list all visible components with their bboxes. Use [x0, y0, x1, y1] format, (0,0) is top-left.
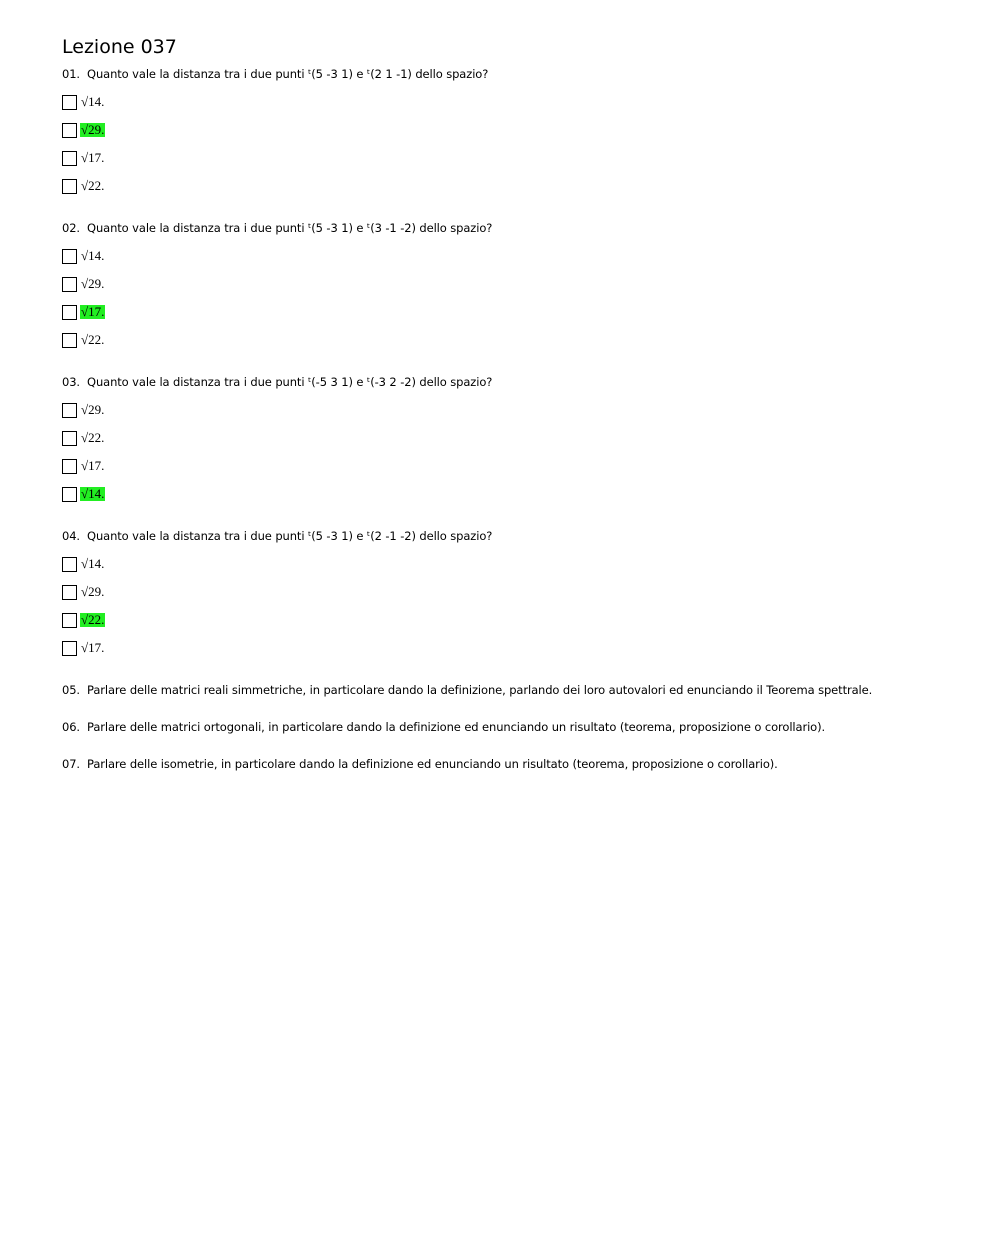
answer-text-correct: √22.: [81, 612, 105, 627]
answer-checkbox[interactable]: [62, 123, 77, 138]
question-number: 06.: [62, 720, 80, 734]
answer-option[interactable]: [62, 606, 962, 634]
answer-options: [62, 396, 962, 508]
question-number: 01.: [62, 67, 80, 81]
answer-option[interactable]: [62, 396, 962, 424]
answer-checkbox[interactable]: [62, 305, 77, 320]
question-4: [62, 528, 962, 662]
answer-text: √17.: [81, 458, 105, 473]
answer-checkbox[interactable]: [62, 151, 77, 166]
answer-checkbox[interactable]: [62, 613, 77, 628]
answer-text-correct: √29.: [81, 122, 105, 137]
answer-checkbox[interactable]: [62, 403, 77, 418]
question-text: [62, 374, 962, 390]
answer-option[interactable]: [62, 578, 962, 606]
answer-text-correct: √14.: [81, 486, 105, 501]
answer-checkbox[interactable]: [62, 179, 77, 194]
question-label: Parlare delle matrici reali simmetriche, in particolare dando la definizione, parlando dei loro autovalori ed enunciando il Teorema spettrale.: [87, 683, 873, 697]
question-number: 05.: [62, 683, 80, 697]
answer-text: √29.: [81, 276, 105, 291]
lesson-page: [62, 34, 962, 793]
answer-options: [62, 242, 962, 354]
question-text: [62, 220, 962, 236]
open-question-7: [62, 756, 962, 772]
answer-option[interactable]: [62, 326, 962, 354]
answer-text: √22.: [81, 332, 105, 347]
answer-option[interactable]: [62, 480, 962, 508]
answer-text: √14.: [81, 94, 105, 109]
answer-options: [62, 88, 962, 200]
question-number: 04.: [62, 529, 80, 543]
answer-option[interactable]: [62, 550, 962, 578]
answer-option[interactable]: [62, 270, 962, 298]
answer-text: √29.: [81, 402, 105, 417]
question-text: [62, 66, 962, 82]
answer-option[interactable]: [62, 116, 962, 144]
question-label: Quanto vale la distanza tra i due punti ᵗ(-5 3 1) e ᵗ(-3 2 -2) dello spazio?: [87, 375, 493, 389]
answer-text: √22.: [81, 178, 105, 193]
answer-text: √17.: [81, 640, 105, 655]
answer-checkbox[interactable]: [62, 557, 77, 572]
question-1: [62, 66, 962, 200]
answer-option[interactable]: [62, 144, 962, 172]
answer-checkbox[interactable]: [62, 431, 77, 446]
answer-option[interactable]: [62, 298, 962, 326]
answer-checkbox[interactable]: [62, 459, 77, 474]
open-question-5: [62, 682, 962, 698]
question-label: Quanto vale la distanza tra i due punti ᵗ(5 -3 1) e ᵗ(3 -1 -2) dello spazio?: [87, 221, 493, 235]
answer-checkbox[interactable]: [62, 487, 77, 502]
answer-option[interactable]: [62, 242, 962, 270]
answer-option[interactable]: [62, 452, 962, 480]
answer-text: √14.: [81, 556, 105, 571]
question-3: [62, 374, 962, 508]
answer-checkbox[interactable]: [62, 249, 77, 264]
question-2: [62, 220, 962, 354]
answer-checkbox[interactable]: [62, 277, 77, 292]
answer-option[interactable]: [62, 88, 962, 116]
answer-options: [62, 550, 962, 662]
answer-text: √29.: [81, 584, 105, 599]
answer-checkbox[interactable]: [62, 585, 77, 600]
answer-text: √22.: [81, 430, 105, 445]
open-questions: [62, 682, 962, 772]
answer-option[interactable]: [62, 172, 962, 200]
question-label: Parlare delle matrici ortogonali, in particolare dando la definizione ed enunciando un risultato (teorema, proposizione o corollario).: [87, 720, 826, 734]
page-title: Lezione 037: [62, 36, 177, 58]
answer-checkbox[interactable]: [62, 95, 77, 110]
answer-checkbox[interactable]: [62, 333, 77, 348]
answer-option[interactable]: [62, 634, 962, 662]
question-label: Quanto vale la distanza tra i due punti ᵗ(5 -3 1) e ᵗ(2 1 -1) dello spazio?: [87, 67, 489, 81]
open-question-6: [62, 719, 962, 735]
answer-checkbox[interactable]: [62, 641, 77, 656]
answer-text: √17.: [81, 150, 105, 165]
question-number: 02.: [62, 221, 80, 235]
answer-text-correct: √17.: [81, 304, 105, 319]
answer-text: √14.: [81, 248, 105, 263]
answer-option[interactable]: [62, 424, 962, 452]
question-label: Parlare delle isometrie, in particolare dando la definizione ed enunciando un risultato (teorema, proposizione o corollario).: [87, 757, 778, 771]
question-text: [62, 528, 962, 544]
question-label: Quanto vale la distanza tra i due punti ᵗ(5 -3 1) e ᵗ(2 -1 -2) dello spazio?: [87, 529, 493, 543]
question-number: 03.: [62, 375, 80, 389]
multiple-choice-questions: [62, 66, 962, 662]
question-number: 07.: [62, 757, 80, 771]
